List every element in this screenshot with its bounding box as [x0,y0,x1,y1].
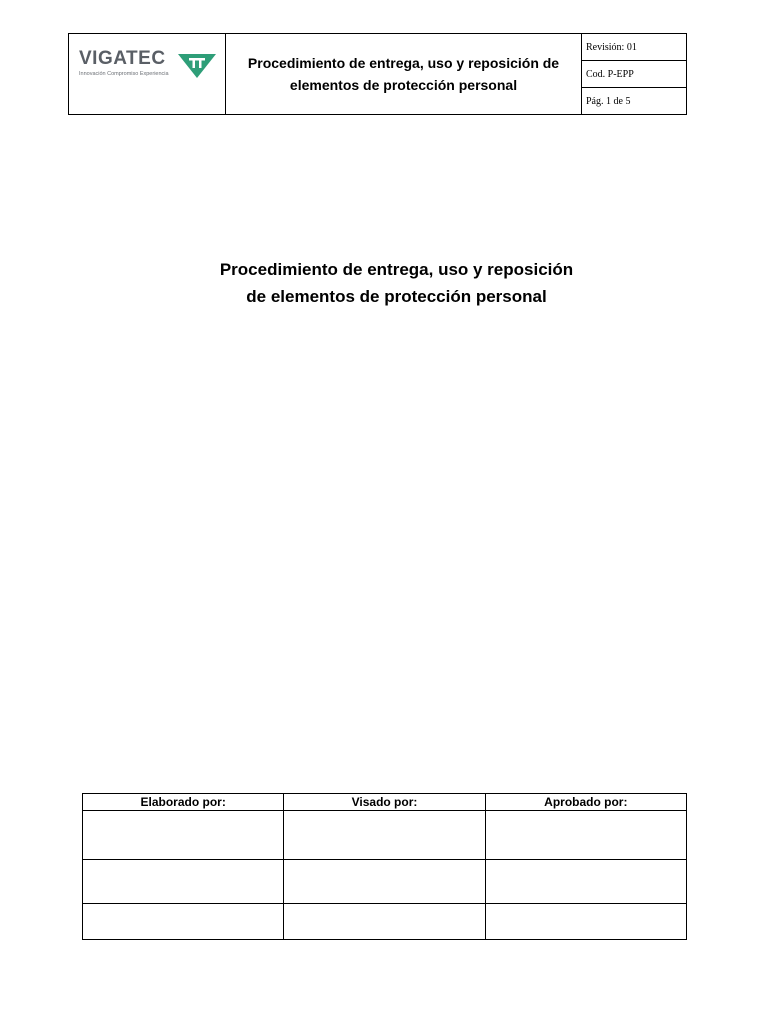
elaborado-role-cell [83,860,284,904]
aprobado-name-cell [485,811,686,860]
elaborado-name-cell [83,811,284,860]
elaborado-signature-cell [83,904,284,940]
vigatec-triangle-logo-icon [178,53,216,79]
document-title: Procedimiento de entrega, uso y reposición de elementos de protección personal [219,260,574,306]
aprobado-header: Aprobado por: [485,794,686,811]
header-title: Procedimiento de entrega, uso y reposición de elementos de protección personal [247,55,560,93]
visado-name-cell [284,811,485,860]
aprobado-signature-cell [485,904,686,940]
logo-brand: VIGATEC [79,48,166,69]
visado-header: Visado por: [284,794,485,811]
page-cell: Pág. 1 de 5 [582,88,687,115]
company-logo [69,34,225,114]
logo-cell [69,34,226,115]
visado-signature-cell [284,904,485,940]
logo-tagline: Innovación Compromiso Experiencia [79,71,169,77]
elaborado-header: Elaborado por: [83,794,284,811]
header-title-cell [226,34,582,115]
document-header [68,33,687,115]
visado-role-cell [284,860,485,904]
aprobado-role-cell [485,860,686,904]
revision-cell: Revisión: 01 [582,34,687,61]
approval-table [82,793,687,940]
code-cell: Cod. P-EPP [582,61,687,88]
